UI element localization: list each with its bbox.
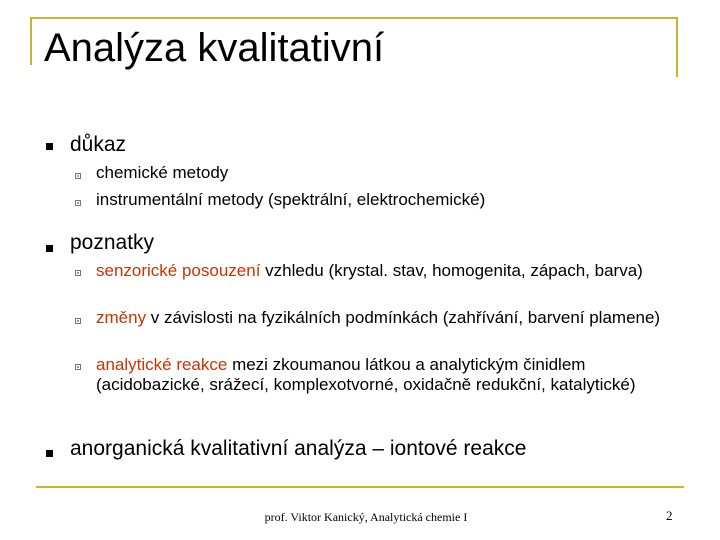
frame-top-line	[30, 17, 678, 19]
item-text: v závislosti na fyzikálních podmínkách (zahřívání, barvení plamene)	[146, 308, 661, 327]
frame-left-line	[30, 17, 32, 65]
item-text: vzhledu (krystal. stav, homogenita, zápach, barva)	[260, 261, 643, 280]
sub-bullet-icon	[75, 270, 81, 276]
sub-bullet-icon	[75, 200, 81, 206]
highlight-term: senzorické posouzení	[96, 261, 261, 280]
footer-divider	[36, 486, 684, 488]
bullet-square-icon	[46, 450, 53, 457]
bullet-square-icon	[46, 143, 53, 150]
bullet-square-icon	[46, 245, 53, 252]
sub-bullet-icon	[75, 364, 81, 370]
item-text: mezi zkoumanou látkou a analytickým činidlem (acidobazické, srážecí, komplexotvorné, oxidačně redukční, katalytické)	[96, 355, 636, 394]
sub-item-senzoricke-posouzeni	[96, 261, 696, 281]
slide-title: Analýza kvalitativní	[44, 26, 385, 70]
sub-bullet-icon	[75, 173, 81, 179]
sub-item-chemicke-metody: chemické metody	[96, 163, 229, 182]
bullet-label-iontove-reakce: anorganická kvalitativní analýza – iontové reakce	[70, 437, 527, 460]
sub-bullet-icon	[75, 318, 81, 324]
page-number: 2	[666, 508, 673, 523]
sub-item-zmeny	[96, 308, 696, 328]
footer-author: prof. Viktor Kanický, Analytická chemie I	[264, 510, 468, 524]
highlight-term: analytické reakce	[96, 355, 228, 374]
sub-item-instrumentalni-metody: instrumentální metody (spektrální, elektrochemické)	[96, 190, 486, 209]
frame-right-line	[676, 17, 678, 77]
sub-item-analyticke-reakce	[96, 355, 696, 394]
highlight-term: změny	[96, 308, 147, 327]
bullet-label-poznatky: poznatky	[70, 231, 155, 254]
bullet-label-dukaz: důkaz	[70, 133, 127, 156]
